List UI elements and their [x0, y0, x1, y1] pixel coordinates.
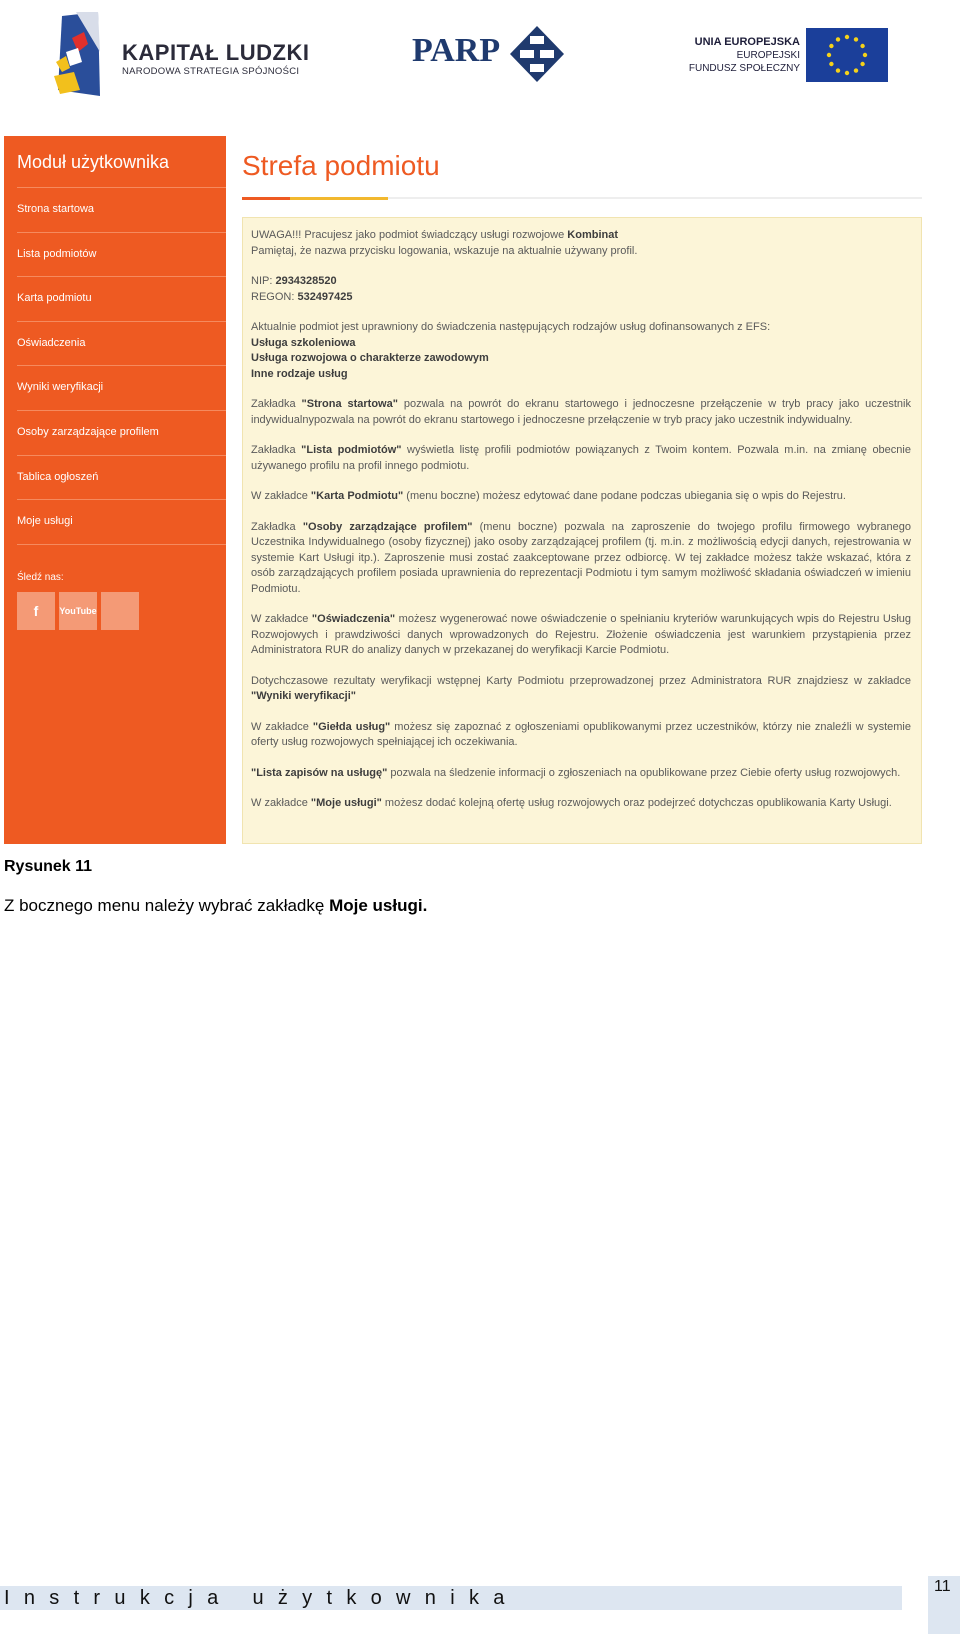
eu-line3: FUNDUSZ SPOŁECZNY [688, 63, 800, 74]
tab-name: "Osoby zarządzające profilem" [302, 520, 473, 533]
social-links [17, 592, 139, 630]
main-content [242, 136, 926, 844]
warning-text: UWAGA!!! Pracujesz jako podmiot świadczący usługi rozwojowe [251, 229, 568, 241]
info-box [242, 217, 922, 844]
paragraph-oswiadczenia [251, 612, 911, 659]
service-item: Usługa szkoleniowa [251, 336, 356, 349]
sidebar-item-osoby-zarzadzajace[interactable]: Osoby zarządzające profilem [17, 411, 226, 456]
tab-name: "Wyniki weryfikacji" [251, 690, 356, 702]
kapital-ludzki-title: KAPITAŁ LUDZKI [122, 40, 310, 65]
text: W zakładce [251, 720, 313, 733]
tab-name: "Lista zapisów na usługę" [251, 766, 388, 779]
tab-name: "Strona startowa" [301, 398, 398, 410]
tab-name: "Lista podmiotów" [301, 444, 402, 456]
sidebar-item-oswiadczenia[interactable]: Oświadczenia [17, 322, 226, 367]
parp-emblem-icon [510, 26, 564, 82]
tab-name: "Karta Podmiotu" [310, 490, 404, 502]
warning-note: Pamiętaj, że nazwa przycisku logowania, wskazuje na aktualnie używany profil. [251, 244, 638, 257]
regon-label: REGON: [251, 290, 298, 303]
text: możesz się zapoznać z ogłoszeniami opublikowanymi przez uczestników, którzy nie znaleźli w systemie oferty usług rozwojowych spełniającej ich oczekiwania. [251, 720, 911, 748]
youtube-icon[interactable] [59, 592, 97, 630]
text: Zakładka [251, 398, 302, 410]
paragraph-strona-startowa [251, 397, 911, 428]
follow-us-label: Śledź nas: [17, 572, 64, 583]
paragraph-osoby-zarzadzajace [251, 520, 911, 598]
text: (menu boczne) możesz edytować dane podane podczas ubiegania się o wpis do Rejestru. [403, 490, 846, 502]
sidebar-item-strona-startowa[interactable]: Strona startowa [17, 188, 226, 233]
eu-flag-icon [806, 28, 888, 82]
parp-logo [412, 26, 562, 82]
sidebar [4, 136, 226, 844]
service-item: Inne rodzaje usług [251, 367, 348, 380]
tab-name: "Oświadczenia" [311, 613, 396, 625]
sidebar-item-tablica-ogloszen[interactable]: Tablica ogłoszeń [17, 456, 226, 501]
footer-title: Instrukcja użytkownika [4, 1587, 519, 1609]
text: W zakładce [251, 490, 311, 502]
parp-wordmark: PARP [412, 32, 501, 69]
sidebar-item-wyniki-weryfikacji[interactable]: Wyniki weryfikacji [17, 366, 226, 411]
eu-line2: EUROPEJSKI [736, 50, 800, 61]
text: wyświetla listę profili podmiotów powiązanych z Twoim kontem. Pozwala m.in. na zmianę obecnie używanego profilu na profil innego podmiotu. [251, 444, 911, 472]
sidebar-menu [17, 187, 226, 545]
nip-value: 2934328520 [275, 275, 337, 287]
text: pozwala na powrót do ekranu startowego i jednoczesne przełączenie w tryb pracy jako uczestnik indywidualnypozwala na powrót do ekranu startowego i jednoczesne przełączenie w tryb pracy jako uczestnik indywidualny. [251, 398, 911, 426]
warning-paragraph [251, 228, 911, 259]
text: Zakładka [251, 444, 302, 456]
ids-paragraph [251, 274, 911, 305]
regon-value: 532497425 [297, 290, 353, 303]
paragraph-karta-podmiotu [251, 489, 911, 505]
nip-label: NIP: [251, 275, 276, 287]
text: W zakładce [251, 797, 311, 809]
screenshot-figure [4, 136, 926, 844]
paragraph-wyniki-weryfikacji [251, 674, 911, 705]
paragraph-lista-podmiotow [251, 443, 911, 474]
text: pozwala na śledzenie informacji o zgłoszeniach na opublikowane przez Ciebie oferty usług rozwojowych. [387, 766, 901, 779]
youtube-icon-top: You [59, 605, 76, 616]
youtube-icon-bottom: Tube [75, 605, 97, 616]
service-item: Usługa rozwojowa o charakterze zawodowym [251, 352, 489, 364]
eu-line1: UNIA EUROPEJSKA [694, 36, 800, 48]
text: W zakładce [251, 613, 312, 625]
services-paragraph [251, 320, 911, 382]
text: Zakładka [251, 520, 303, 533]
tab-name: "Giełda usług" [312, 720, 391, 733]
text: Dotychczasowe rezultaty weryfikacji wstępnej Karty Podmiotu przeprowadzonej przez Administratora RUR znajdziesz w zakładce [251, 674, 911, 687]
caption-text-plain: Z bocznego menu należy wybrać zakładkę [4, 896, 330, 915]
services-intro: Aktualnie podmiot jest uprawniony do świadczenia następujących rodzajów usług dofinansowanych z EFS: [251, 321, 771, 333]
paragraph-lista-zapisow [251, 766, 911, 782]
page-title: Strefa podmiotu [242, 150, 440, 181]
title-underline-accent [242, 197, 290, 200]
text: (menu boczne) pozwala na zaproszenie do twojego profilu firmowego wybranego Uczestnika Indywidualnego (osoby fizycznej) jako osoby zarządzającej profilem (tj. m.in. z możliwością edycji danych, rejestrowania w systemie Kart Usługi itp.). Zaproszenie musi zostać zaakceptowane przez odbiorcę. W tej zakładce możesz także wskazać, która z osób zarządzających profilem posiada uprawnienia do reprezentacji Podmiotu i tym samym możliwość składania oświadczeń w imieniu Podmiotu. [251, 520, 911, 595]
tab-name: "Moje usługi" [310, 797, 382, 809]
figure-caption-label: Rysunek 11 [4, 858, 93, 875]
figure-caption-text [4, 896, 427, 916]
kapital-ludzki-subtitle: NARODOWA STRATEGIA SPÓJNOŚCI [122, 66, 300, 77]
sidebar-item-moje-uslugi[interactable]: Moje usługi [17, 500, 226, 545]
text: możesz dodać kolejną ofertę usług rozwojowych oraz podejrzeć dotychczas opublikowania Karty Usługi. [381, 797, 892, 809]
social-empty-icon[interactable] [101, 592, 139, 630]
sidebar-title: Moduł użytkownika [17, 152, 170, 172]
caption-text-bold: Moje usługi. [329, 896, 428, 915]
title-underline-accent2 [290, 197, 388, 200]
text: możesz wygenerować nowe oświadczenie o spełnianiu kryteriów warunkujących wpis do Rejestru Usług Rozwojowych i prawdziwości danych wprowadzonych do Rejestru. Złożenie oświadczenia jest warunkiem przystąpienia przez Administratora RUR do analizy danych w przekazanej do weryfikacji Karcie Podmiotu. [251, 613, 912, 656]
kapital-ludzki-logo [52, 12, 312, 96]
page-number: 11 [934, 1578, 951, 1595]
facebook-icon[interactable]: f [17, 592, 55, 630]
kapital-ludzki-emblem-icon [52, 12, 104, 96]
sidebar-item-lista-podmiotow[interactable]: Lista podmiotów [17, 233, 226, 278]
logo-header [0, 0, 960, 110]
eu-logo [688, 28, 888, 84]
paragraph-moje-uslugi [251, 796, 911, 812]
entity-name: Kombinat [567, 229, 619, 241]
paragraph-gielda-uslug [251, 720, 911, 751]
sidebar-item-karta-podmiotu[interactable]: Karta podmiotu [17, 277, 226, 322]
